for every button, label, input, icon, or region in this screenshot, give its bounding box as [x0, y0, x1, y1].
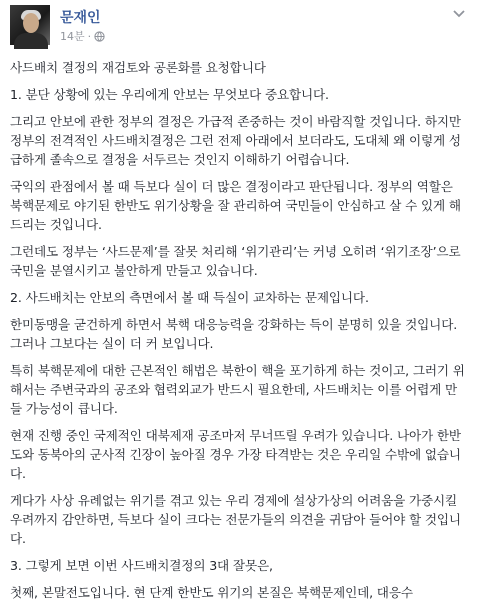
post-paragraph-2: 1. 분단 상황에 있는 우리에게 안보는 무엇보다 중요합니다. — [10, 87, 329, 102]
post-paragraph-6: 2. 사드배치는 안보의 측면에서 볼 때 득실이 교차하는 문제입니다. — [10, 290, 369, 305]
post-paragraph-12: 첫째, 본말전도입니다. 현 단계 한반도 위기의 본질은 북핵문제인데, 대응수 — [10, 585, 413, 600]
author-name[interactable]: 문재인 — [60, 10, 101, 26]
avatar-body — [14, 33, 48, 49]
post-paragraph-7: 한미동맹을 굳건하게 하면서 북핵 대응능력을 강화하는 득이 분명히 있을 것입니다. 그러나 그보다는 실이 더 커 보입니다. — [10, 317, 458, 351]
post-meta — [60, 28, 105, 44]
post-paragraph-1: 사드배치 결정의 재검토와 공론화를 요청합니다 — [10, 60, 266, 75]
globe-icon[interactable] — [94, 31, 105, 42]
post-paragraph-3: 그리고 안보에 관한 정부의 결정은 가급적 존중하는 것이 바람직할 것입니다. 하지만 정부의 전격적인 사드배치결정은 그런 전제 아래에서 보더라도, 도대체 왜 이렇게 성급하게 졸속으로 결정을 서두르는 것인지 이해하기 어렵습니다. — [10, 114, 461, 167]
post-paragraph-5: 그런데도 정부는 ‘사드문제’를 잘못 처리해 ‘위기관리’는 커녕 오히려 ‘위기조장’으로 국민을 분열시키고 불안하게 만들고 있습니다. — [10, 244, 461, 278]
author-avatar[interactable] — [10, 5, 50, 45]
post-paragraph-8: 특히 북핵문제에 대한 근본적인 해법은 북한이 핵을 포기하게 하는 것이고, 그러기 위해서는 주변국과의 공조와 협력외교가 반드시 필요한데, 사드배치는 이를 어렵게 만들 가능성이 큽니다. — [10, 363, 465, 416]
post-paragraph-9: 현재 진행 중인 국제적인 대북제재 공조마저 무너뜨릴 우려가 있습니다. 나아가 한반도와 동북아의 군사적 긴장이 높아질 경우 가장 타격받는 것은 우리일 수밖에 없습니다. — [10, 428, 461, 481]
meta-separator: · — [87, 29, 92, 43]
post-header — [0, 0, 478, 56]
post-timestamp[interactable]: 14분 — [60, 30, 85, 43]
post-paragraph-11: 3. 그렇게 보면 이번 사드배치결정의 3대 잘못은, — [10, 558, 273, 573]
post-paragraph-4: 국익의 관점에서 볼 때 득보다 실이 더 많은 결정이라고 판단됩니다. 정부의 역할은 북핵문제로 야기된 한반도 위기상황을 잘 관리하여 국민들이 안심하고 살 수 있게 해드리는 것입니다. — [10, 179, 461, 232]
chevron-down-icon[interactable] — [452, 8, 466, 18]
post-body — [10, 58, 468, 610]
avatar-face — [23, 13, 39, 33]
post-paragraph-10: 게다가 사상 유례없는 위기를 겪고 있는 우리 경제에 설상가상의 어려움을 가중시킬 우려까지 감안하면, 득보다 실이 크다는 전문가들의 의견을 귀담아 들어야 할 것입니다. — [10, 493, 461, 546]
